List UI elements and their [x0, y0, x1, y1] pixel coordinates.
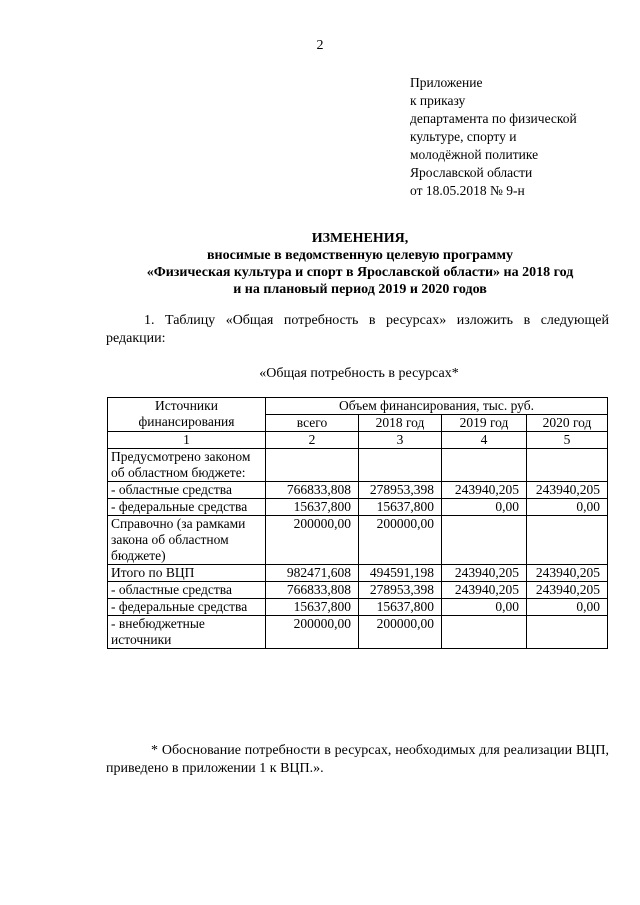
row-value	[442, 516, 527, 565]
intro-paragraph	[106, 312, 609, 348]
row-label: - областные средства	[108, 582, 266, 599]
row-label: - внебюджетные источники	[108, 616, 266, 649]
subheader-2019: 2019 год	[442, 415, 527, 432]
table-row	[108, 516, 608, 565]
column-number: 1	[108, 432, 266, 449]
appendix-line: Приложение	[410, 75, 483, 90]
appendix-block	[410, 74, 577, 200]
table-row	[108, 599, 608, 616]
appendix-line: к приказу	[410, 93, 466, 108]
row-label: - областные средства	[108, 482, 266, 499]
row-value: 243940,205	[527, 482, 608, 499]
heading-line: и на плановый период 2019 и 2020 годов	[233, 282, 487, 297]
row-value: 766833,808	[266, 582, 359, 599]
document-heading	[60, 230, 640, 298]
volume-header: Объем финансирования, тыс. руб.	[266, 398, 608, 415]
heading-line: вносимые в ведомственную целевую программу	[207, 248, 513, 263]
row-value: 243940,205	[442, 482, 527, 499]
appendix-line: от 18.05.2018 № 9-н	[410, 183, 525, 198]
table-header-row	[108, 398, 608, 415]
row-value	[442, 616, 527, 649]
row-value: 15637,800	[266, 599, 359, 616]
appendix-line: Ярославской области	[410, 165, 533, 180]
row-value: 200000,00	[266, 516, 359, 565]
row-value: 200000,00	[359, 616, 442, 649]
row-value	[442, 449, 527, 482]
row-value: 200000,00	[359, 516, 442, 565]
row-value: 243940,205	[442, 582, 527, 599]
column-number: 4	[442, 432, 527, 449]
subheader-total: всего	[266, 415, 359, 432]
column-number: 2	[266, 432, 359, 449]
row-value: 0,00	[442, 599, 527, 616]
row-value: 494591,198	[359, 565, 442, 582]
row-label: - федеральные средства	[108, 599, 266, 616]
source-header: Источники финансирования	[108, 398, 266, 432]
row-value: 0,00	[442, 499, 527, 516]
table-row	[108, 565, 608, 582]
table-row	[108, 499, 608, 516]
row-value: 0,00	[527, 599, 608, 616]
resources-table	[107, 397, 608, 649]
row-value: 243940,205	[527, 582, 608, 599]
appendix-line: культуре, спорту и	[410, 129, 517, 144]
row-value	[527, 616, 608, 649]
row-value	[266, 449, 359, 482]
page-number: 2	[316, 38, 324, 53]
row-label: Итого по ВЦП	[108, 565, 266, 582]
row-label: - федеральные средства	[108, 499, 266, 516]
appendix-line: департамента по физической	[410, 111, 577, 126]
row-value: 278953,398	[359, 582, 442, 599]
row-value	[359, 449, 442, 482]
row-label: Предусмотрено законом об областном бюджете:	[108, 449, 266, 482]
row-value	[527, 449, 608, 482]
table-row	[108, 482, 608, 499]
row-label: Справочно (за рамками закона об областном бюджете)	[108, 516, 266, 565]
row-value: 15637,800	[359, 599, 442, 616]
row-value: 243940,205	[442, 565, 527, 582]
appendix-line: молодёжной политике	[410, 147, 539, 162]
intro-text: 1. Таблицу «Общая потребность в ресурсах» изложить в следующей редакции:	[106, 313, 609, 346]
row-value: 243940,205	[527, 565, 608, 582]
heading-line: «Физическая культура и спорт в Ярославской области» на 2018 год	[146, 265, 574, 280]
row-value: 0,00	[527, 499, 608, 516]
row-value: 278953,398	[359, 482, 442, 499]
column-number: 5	[527, 432, 608, 449]
column-number-row	[108, 432, 608, 449]
table-row	[108, 616, 608, 649]
row-value: 15637,800	[266, 499, 359, 516]
footnote	[106, 742, 609, 778]
row-value: 766833,808	[266, 482, 359, 499]
subheader-2018: 2018 год	[359, 415, 442, 432]
row-value	[527, 516, 608, 565]
table-title: «Общая потребность в ресурсах*	[259, 366, 459, 381]
heading-title: ИЗМЕНЕНИЯ,	[311, 231, 409, 246]
row-value: 200000,00	[266, 616, 359, 649]
row-value: 982471,608	[266, 565, 359, 582]
footnote-text: * Обоснование потребности в ресурсах, необходимых для реализации ВЦП, приведено в приложении 1 к ВЦП.».	[106, 743, 609, 776]
table-row	[108, 449, 608, 482]
row-value: 15637,800	[359, 499, 442, 516]
subheader-2020: 2020 год	[527, 415, 608, 432]
column-number: 3	[359, 432, 442, 449]
table-row	[108, 582, 608, 599]
